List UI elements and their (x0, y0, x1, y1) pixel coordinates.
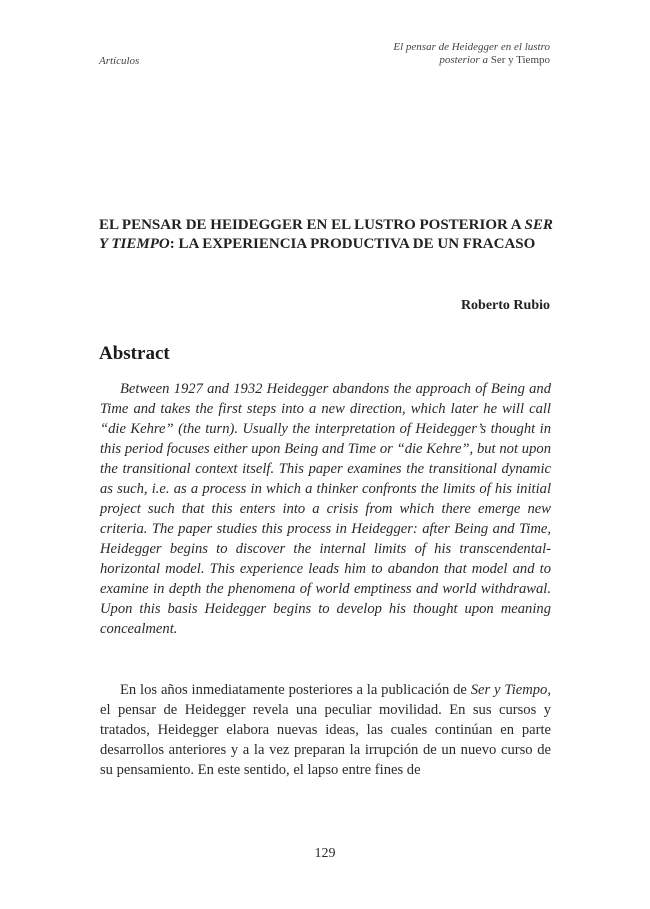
para-work: Ser y Tiempo, (470, 682, 552, 698)
title-part1: EL PENSAR DE HEIDEGGER EN EL LUSTRO POSTERIOR A (99, 217, 521, 233)
running-title-line1: El pensar de Heidegger en el lustro (393, 41, 550, 53)
para-start: En los años inmediatamente posteriores a la publicación de (120, 682, 467, 698)
article-title (99, 216, 559, 254)
para-rest: el pensar de Heidegger revela una peculiar movilidad. En sus cursos y tratados, Heidegger elabora nuevas ideas, las cuales continúan en parte desarrollos anteriores y a la vez preparan la irrupción de un nuevo curso de su pensamiento. En este sentido, el lapso entre fines de (100, 702, 551, 778)
title-work: SER Y TIEMPO (99, 217, 553, 252)
author-name: Roberto Rubio (460, 298, 550, 313)
abstract-heading: Abstract (99, 343, 170, 364)
running-title-work: Ser y Tiempo (490, 54, 550, 66)
running-title (393, 41, 550, 67)
section-label: Artículos (99, 55, 140, 67)
abstract-text: Between 1927 and 1932 Heidegger abandons the approach of Being and Time and takes the first steps into a new direction, which later he will call “die Kehre” (the turn). Usually the interpretation of Heidegger’s thought in this period focuses either upon Being and Time or “die Kehre”, but not upon the transitional context itself. This paper examines the transitional dynamic as such, i.e. as a process in which a thinker confronts the limits of his initial project such that this enters into a crisis from which there emerge new criteria. The paper studies this process in Heidegger: after Being and Time, Heidegger begins to discover the internal limits of his transcendental-horizontal model. This experience leads him to abandon that model and to examine in depth the phenomena of world emptiness and world withdrawal. Upon this basis Heidegger begins to develop his thought upon meaning concealment. (100, 381, 551, 637)
body-paragraph (100, 680, 551, 780)
running-title-line2 (393, 54, 550, 67)
title-part2: : LA EXPERIENCIA PRODUCTIVA DE UN FRACASO (169, 236, 536, 252)
page-number: 129 (314, 846, 336, 861)
running-title-prefix: posterior a (439, 54, 488, 66)
